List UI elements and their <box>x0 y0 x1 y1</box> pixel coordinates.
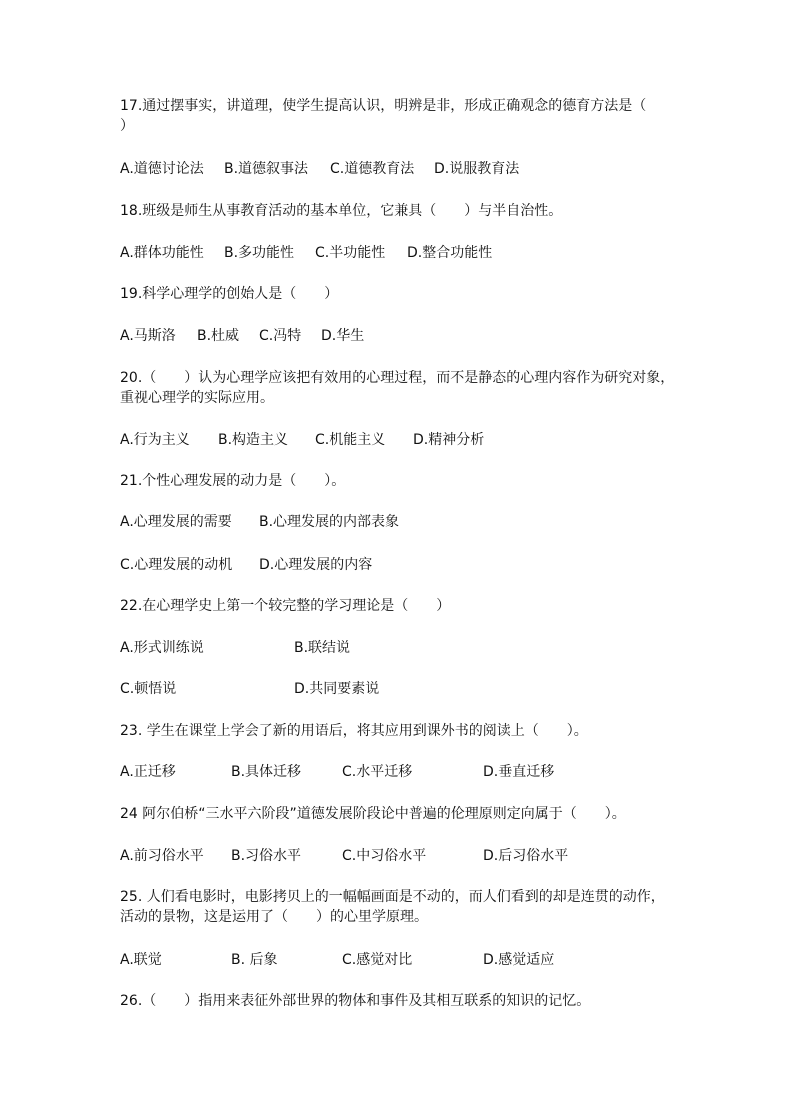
question-19-option-a: A.马斯洛 <box>120 328 176 344</box>
question-25-option-c: C.感觉对比 <box>342 952 413 968</box>
question-20-stem: 20.（ ）认为心理学应该把有效用的心理过程，而不是静态的心理内容作为研究对象， <box>120 370 675 386</box>
question-22-option-b: B.联结说 <box>294 640 351 656</box>
question-19-option-b: B.杜威 <box>197 328 240 344</box>
question-17-stem-cont: ） <box>120 118 134 134</box>
question-23-option-b: B.具体迁移 <box>231 764 302 780</box>
question-21-option-b: B.心理发展的内部表象 <box>259 514 400 530</box>
question-24-stem: 24 阿尔伯桥“三水平六阶段”道德发展阶段论中普遍的伦理原则定向属于（ ）。 <box>120 806 626 822</box>
question-25-stem: 25. 人们看电影时，电影拷贝上的一幅幅画面是不动的，而人们看到的却是连贯的动作， <box>120 889 665 905</box>
question-25-option-a: A.联觉 <box>120 952 162 968</box>
question-18-option-b: B.多功能性 <box>224 245 295 261</box>
question-25-option-d: D.感觉适应 <box>483 952 555 968</box>
question-24-option-c: C.中习俗水平 <box>342 848 427 864</box>
question-18-option-c: C.半功能性 <box>315 245 386 261</box>
question-21-option-c: C.心理发展的动机 <box>120 557 233 573</box>
question-23-option-c: C.水平迁移 <box>342 764 413 780</box>
question-25-option-b: B. 后象 <box>231 952 278 968</box>
question-20-option-a: A.行为主义 <box>120 432 190 448</box>
question-20-option-c: C.机能主义 <box>315 432 386 448</box>
question-23-option-a: A.正迁移 <box>120 764 176 780</box>
question-22-option-d: D.共同要素说 <box>294 681 380 697</box>
question-24-option-d: D.后习俗水平 <box>483 848 569 864</box>
question-17-option-a: A.道德讨论法 <box>120 161 204 177</box>
question-21-option-d: D.心理发展的内容 <box>259 557 373 573</box>
question-18-stem: 18.班级是师生从事教育活动的基本单位，它兼具（ ）与半自治性。 <box>120 203 563 219</box>
question-19-option-d: D.华生 <box>321 328 365 344</box>
question-23-stem: 23. 学生在课堂上学会了新的用语后，将其应用到课外书的阅读上（ ）。 <box>120 723 588 739</box>
question-20-stem-cont: 重视心理学的实际应用。 <box>120 390 274 406</box>
question-19-option-c: C.冯特 <box>259 328 302 344</box>
question-18-option-d: D.整合功能性 <box>407 245 493 261</box>
question-24-option-b: B.习俗水平 <box>231 848 302 864</box>
question-22-option-c: C.顿悟说 <box>120 681 177 697</box>
question-18-option-a: A.群体功能性 <box>120 245 204 261</box>
question-22-option-a: A.形式训练说 <box>120 640 204 656</box>
question-17-option-c: C.道德教育法 <box>330 161 415 177</box>
question-21-stem: 21.个性心理发展的动力是（ ）。 <box>120 473 346 489</box>
question-20-option-b: B.构造主义 <box>218 432 289 448</box>
question-26-stem: 26.（ ）指用来表征外部世界的物体和事件及其相互联系的知识的记忆。 <box>120 993 591 1009</box>
question-21-option-a: A.心理发展的需要 <box>120 514 232 530</box>
question-25-stem-cont: 活动的景物，这是运用了（ ）的心里学原理。 <box>120 909 428 925</box>
question-22-stem: 22.在心理学史上第一个较完整的学习理论是（ ） <box>120 598 451 614</box>
question-17-stem: 17.通过摆事实，讲道理，使学生提高认识，明辨是非，形成正确观念的德育方法是（ <box>120 98 647 114</box>
question-19-stem: 19.科学心理学的创始人是（ ） <box>120 286 339 302</box>
question-17-option-d: D.说服教育法 <box>434 161 520 177</box>
question-23-option-d: D.垂直迁移 <box>483 764 555 780</box>
question-24-option-a: A.前习俗水平 <box>120 848 204 864</box>
question-20-option-d: D.精神分析 <box>413 432 485 448</box>
question-17-option-b: B.道德叙事法 <box>224 161 309 177</box>
